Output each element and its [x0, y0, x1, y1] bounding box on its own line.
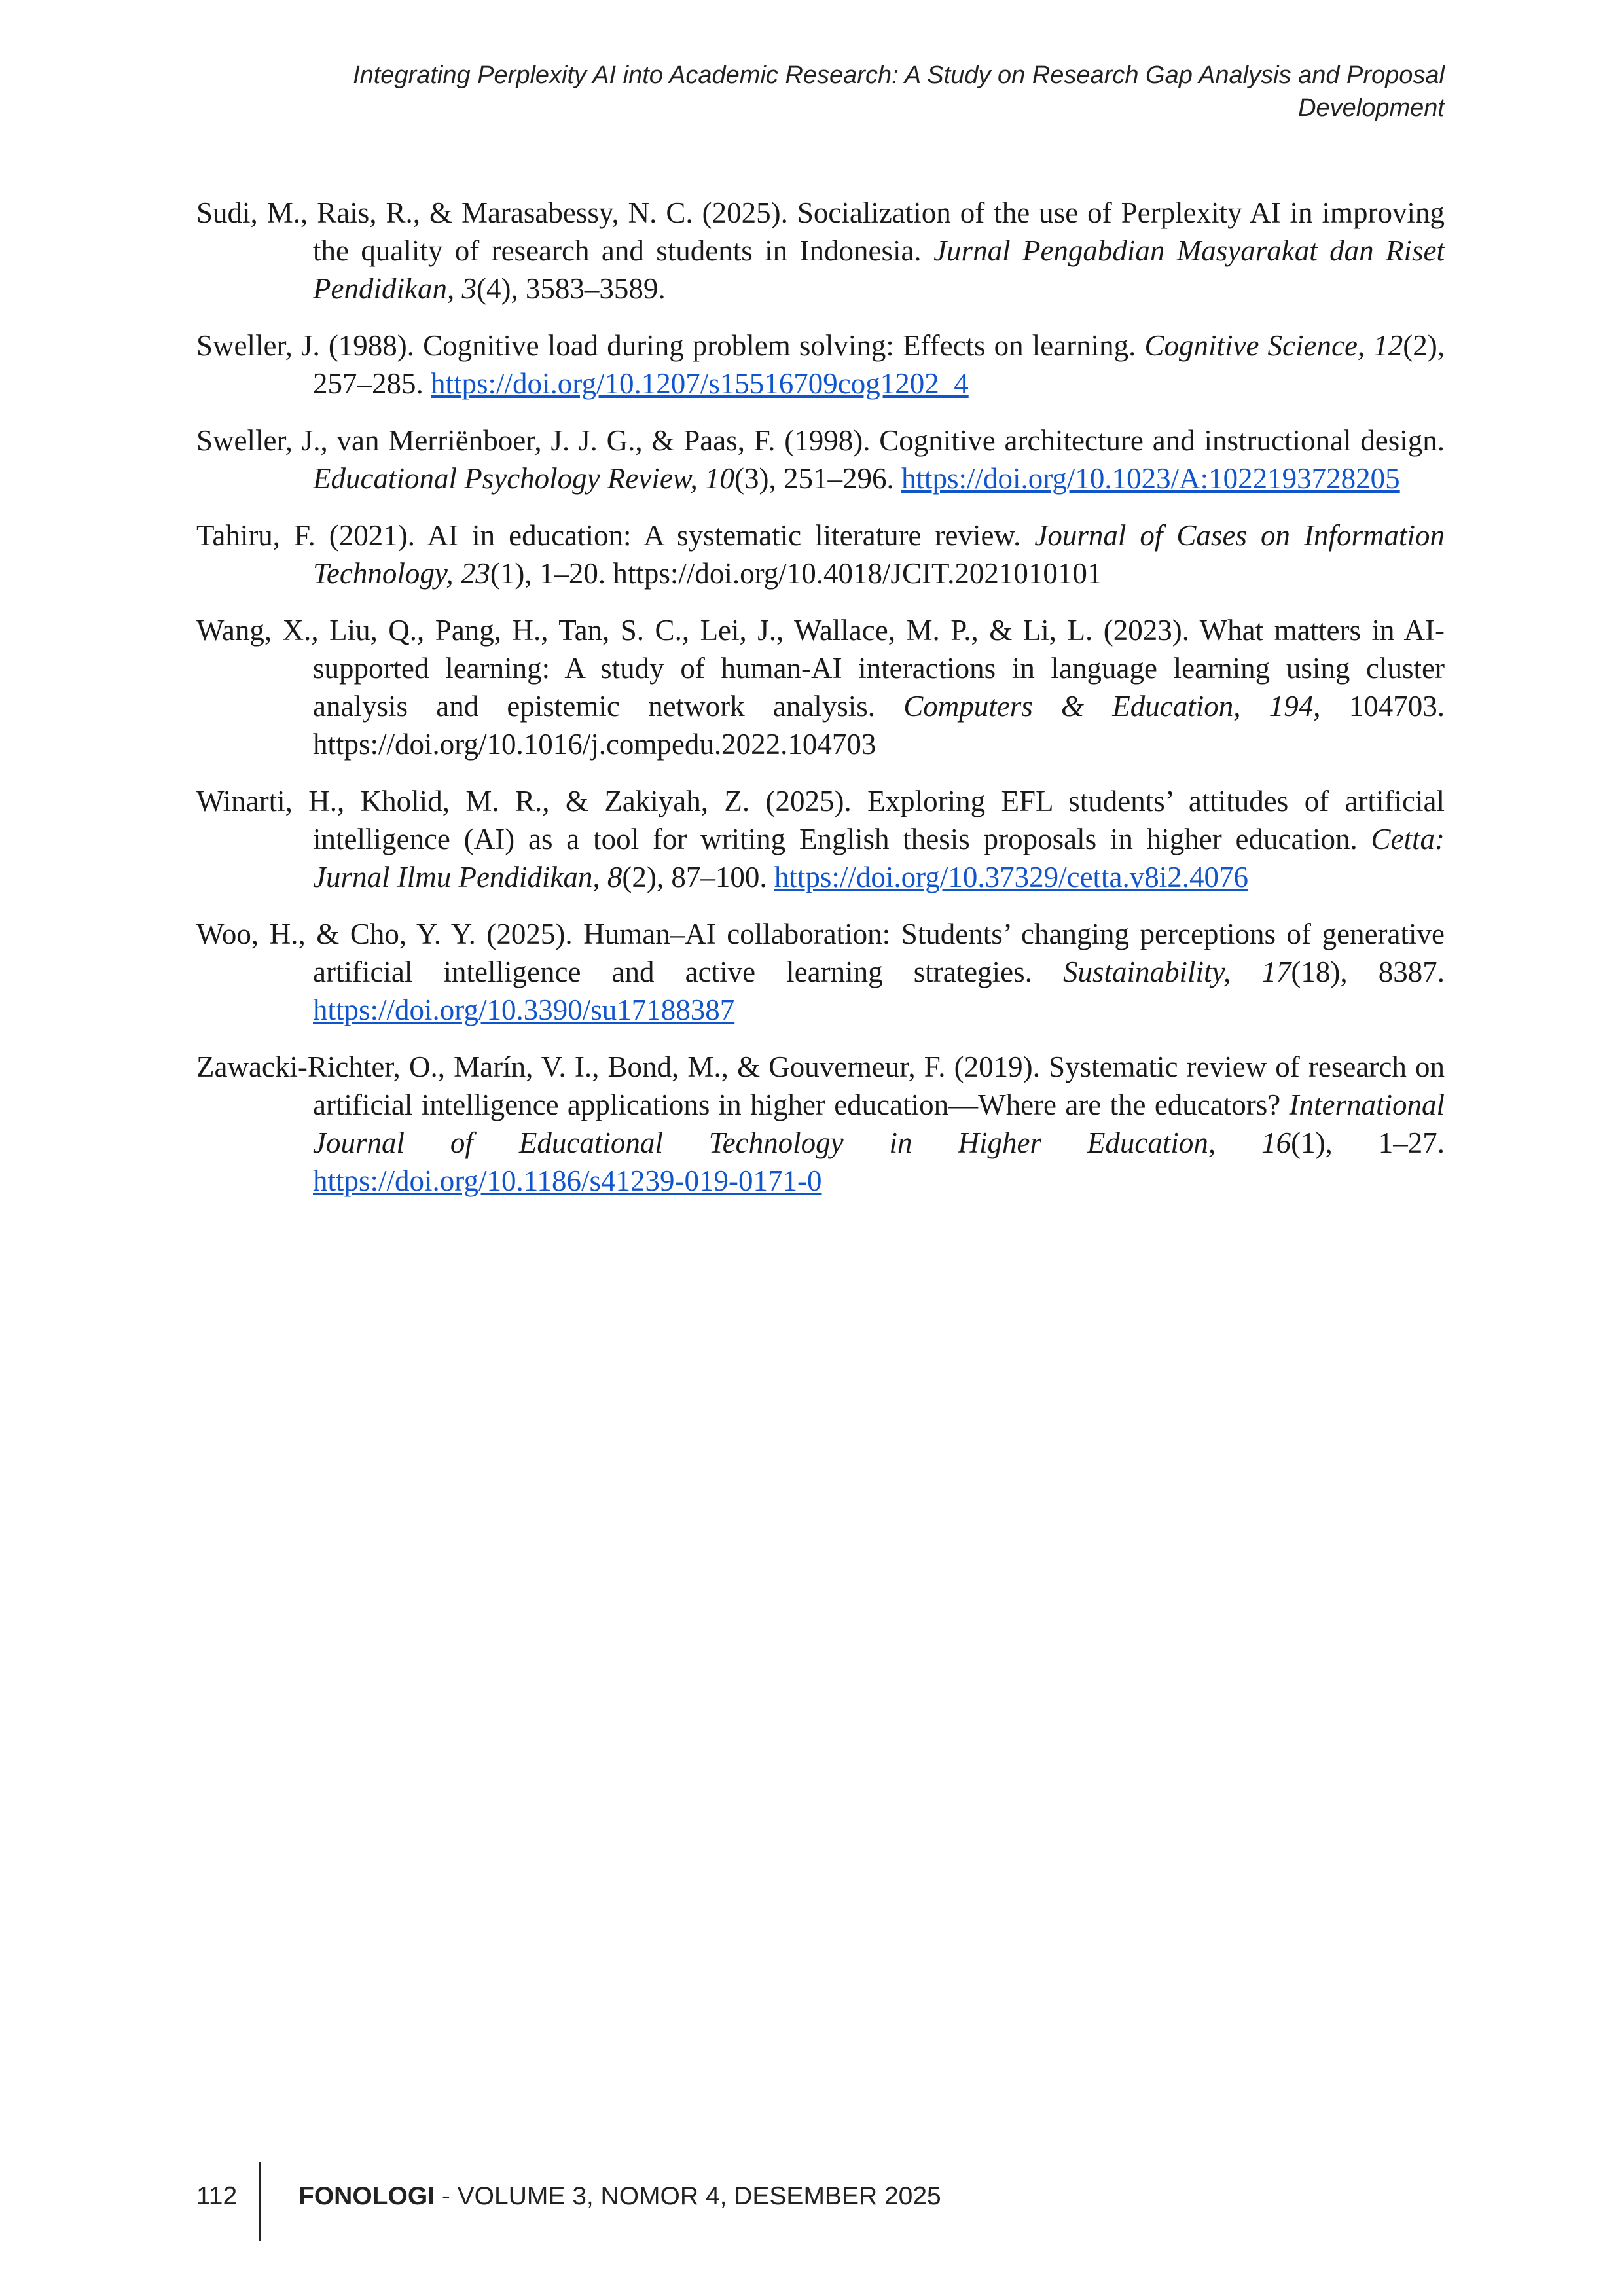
reference-authors: Sweller, J. (1988). Cognitive load during problem solving: Effects on learning.	[196, 329, 1145, 362]
journal-info	[298, 2182, 941, 2211]
reference-details: , 104703. https://doi.org/10.1016/j.compedu.2022.104703	[313, 690, 1445, 761]
reference-source: Educational Psychology Review, 10	[313, 462, 734, 495]
reference-source: Cetta: Jurnal Ilmu Pendidikan, 8	[313, 823, 1445, 893]
reference-authors: Winarti, H., Kholid, M. R., & Zakiyah, Z. (2025). Exploring EFL students’ attitudes of artificial intelligence (AI) as a tool for writing English thesis proposals in higher education.	[196, 785, 1445, 855]
reference-source: International Journal of Educational Technology in Higher Education, 16	[313, 1088, 1445, 1159]
reference-authors: Tahiru, F. (2021). AI in education: A systematic literature review.	[196, 519, 1035, 552]
reference-details: (3), 251–296.	[734, 462, 901, 495]
reference-details: (18), 8387.	[1291, 956, 1445, 988]
header-title-line-2: Development	[1298, 94, 1445, 122]
reference-entry	[196, 611, 1445, 763]
reference-details: (1), 1–27.	[1291, 1126, 1445, 1159]
footer-divider	[259, 2162, 261, 2241]
running-header	[196, 59, 1445, 124]
reference-entry	[196, 782, 1445, 896]
reference-entry	[196, 422, 1445, 497]
doi-link[interactable]: https://doi.org/10.3390/su17188387	[313, 994, 735, 1026]
page-number: 112	[196, 2182, 238, 2210]
doi-link[interactable]: https://doi.org/10.37329/cetta.v8i2.4076	[774, 861, 1249, 893]
journal-name: FONOLOGI	[298, 2182, 435, 2210]
reference-entry	[196, 194, 1445, 308]
doi-link[interactable]: https://doi.org/10.1207/s15516709cog1202_4	[431, 367, 969, 400]
reference-source: Journal of Cases on Information Technology, 23	[313, 519, 1445, 590]
reference-entry	[196, 915, 1445, 1029]
reference-authors: Sudi, M., Rais, R., & Marasabessy, N. C. (2025). Socialization of the use of Perplexity AI in improving the quality of research and students in Indonesia.	[196, 196, 1445, 267]
reference-authors: Woo, H., & Cho, Y. Y. (2025). Human–AI collaboration: Students’ changing perceptions of generative artificial intelligence and active learning strategies.	[196, 918, 1445, 988]
reference-source: Sustainability, 17	[1063, 956, 1291, 988]
reference-source: Computers & Education, 194	[903, 690, 1314, 723]
reference-authors: Sweller, J., van Merriënboer, J. J. G., & Paas, F. (1998). Cognitive architecture and instructional design.	[196, 424, 1445, 457]
reference-list	[196, 194, 1445, 1219]
reference-entry	[196, 516, 1445, 592]
reference-source: Jurnal Pengabdian Masyarakat dan Riset Pendidikan, 3	[313, 234, 1445, 305]
doi-link[interactable]: https://doi.org/10.1023/A:1022193728205	[901, 462, 1400, 495]
reference-authors: Wang, X., Liu, Q., Pang, H., Tan, S. C., Lei, J., Wallace, M. P., & Li, L. (2023). What matters in AI-supported learning: A study of human-AI interactions in language learning using cluster analysis and epistemic network analysis.	[196, 614, 1445, 723]
reference-details: (2), 257–285.	[313, 329, 1445, 400]
header-title-line-1: Integrating Perplexity AI into Academic Research: A Study on Research Gap Analysis and Proposal	[353, 62, 1445, 89]
reference-details: (4), 3583–3589.	[476, 272, 666, 305]
reference-entry	[196, 327, 1445, 403]
reference-details: (1), 1–20. https://doi.org/10.4018/JCIT.2021010101	[490, 557, 1102, 590]
journal-issue: - VOLUME 3, NOMOR 4, DESEMBER 2025	[435, 2182, 941, 2210]
reference-details: (2), 87–100.	[622, 861, 774, 893]
reference-entry	[196, 1048, 1445, 1200]
reference-authors: Zawacki-Richter, O., Marín, V. I., Bond, M., & Gouverneur, F. (2019). Systematic review of research on artificial intelligence applications in higher education—Where are the educators?	[196, 1050, 1445, 1121]
doi-link[interactable]: https://doi.org/10.1186/s41239-019-0171-0	[313, 1164, 822, 1197]
reference-source: Cognitive Science, 12	[1144, 329, 1403, 362]
